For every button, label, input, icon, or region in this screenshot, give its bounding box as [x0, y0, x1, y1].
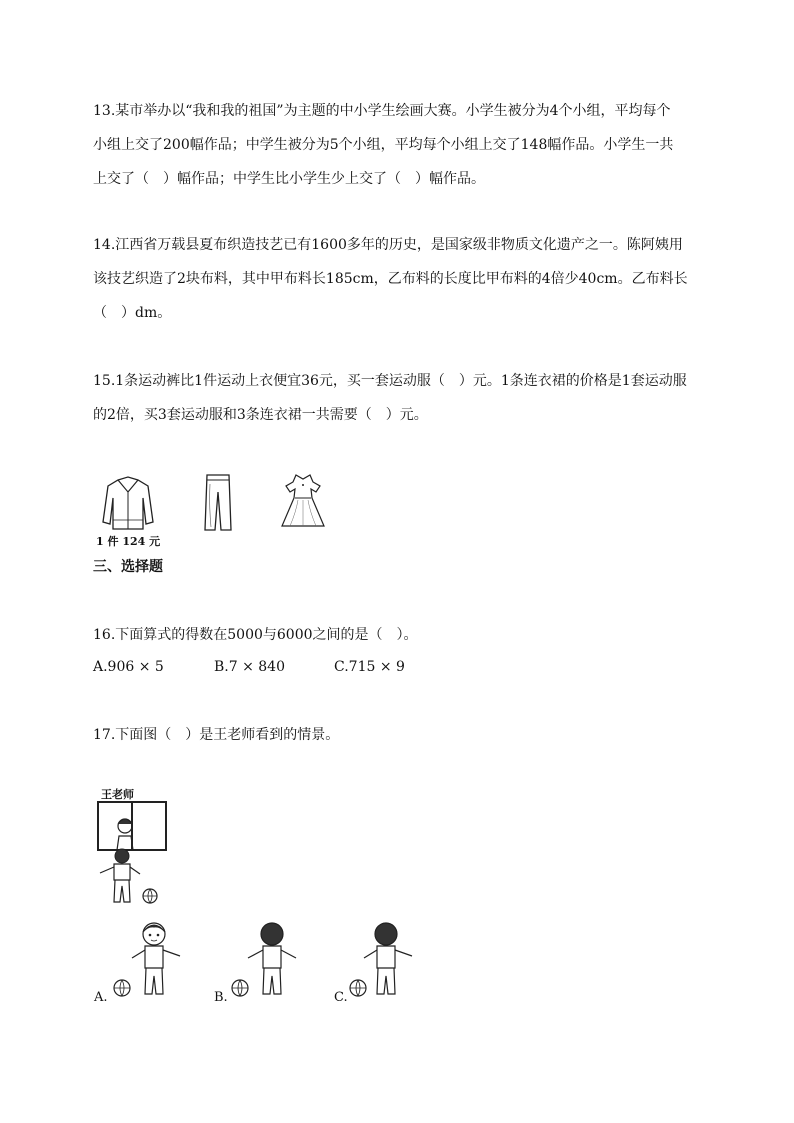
q16-option-b: B.7 × 840	[214, 659, 285, 675]
q17-option-a-label: A.	[94, 990, 108, 1005]
q17-option-b-image	[228, 918, 308, 1002]
q17-option-a-image	[110, 918, 190, 1002]
q16-text: 16.下面算式的得数在5000与6000之间的是（ ）。	[93, 627, 418, 643]
question-16	[93, 618, 713, 652]
jacket-price-caption: 1 件 124 元	[96, 535, 161, 548]
question-14	[93, 228, 713, 330]
q13-line-3: 上交了（ ）幅作品；中学生比小学生少上交了（ ）幅作品。	[93, 171, 485, 187]
q17-option-b-label: B.	[214, 990, 228, 1005]
q14-line-2: 该技艺织造了2块布料，其中甲布料长185cm，乙布料的长度比甲布料的4倍少40cm。乙布料长	[93, 271, 688, 287]
q13-line-1: 13.某市举办以“我和我的祖国”为主题的中小学生绘画大赛。小学生被分为4个小组，平均每个	[93, 103, 671, 119]
pants-illustration	[200, 472, 236, 534]
teacher-label: 王老师	[101, 788, 134, 801]
q15-line-2: 的2倍，买3套运动服和3条连衣裙一共需要（ ）元。	[93, 407, 428, 423]
q17-option-c-label: C.	[334, 990, 348, 1005]
q14-line-1: 14.江西省万载县夏布织造技艺已有1600多年的历史，是国家级非物质文化遗产之一。陈阿姨用	[93, 237, 683, 253]
q15-line-1: 15.1条运动裤比1件运动上衣便宜36元，买一套运动服（ ）元。1条连衣裙的价格是1套运动服	[93, 373, 687, 389]
q17-option-c-image	[346, 918, 426, 1002]
jacket-illustration	[100, 474, 156, 532]
dress-illustration	[276, 472, 330, 530]
q16-option-c: C.715 × 9	[334, 659, 405, 675]
section-heading-choice: 三、选择题	[93, 559, 163, 575]
question-15	[93, 364, 713, 432]
teacher-window-scene	[92, 798, 172, 910]
q13-line-2: 小组上交了200幅作品；中学生被分为5个小组，平均每个小组上交了148幅作品。小学生一共	[93, 137, 674, 153]
question-13	[93, 94, 713, 196]
q17-text: 17.下面图（ ）是王老师看到的情景。	[93, 727, 340, 743]
q14-line-3: （ ）dm。	[93, 305, 172, 321]
q16-option-a: A.906 × 5	[93, 659, 164, 675]
question-17	[93, 718, 713, 752]
